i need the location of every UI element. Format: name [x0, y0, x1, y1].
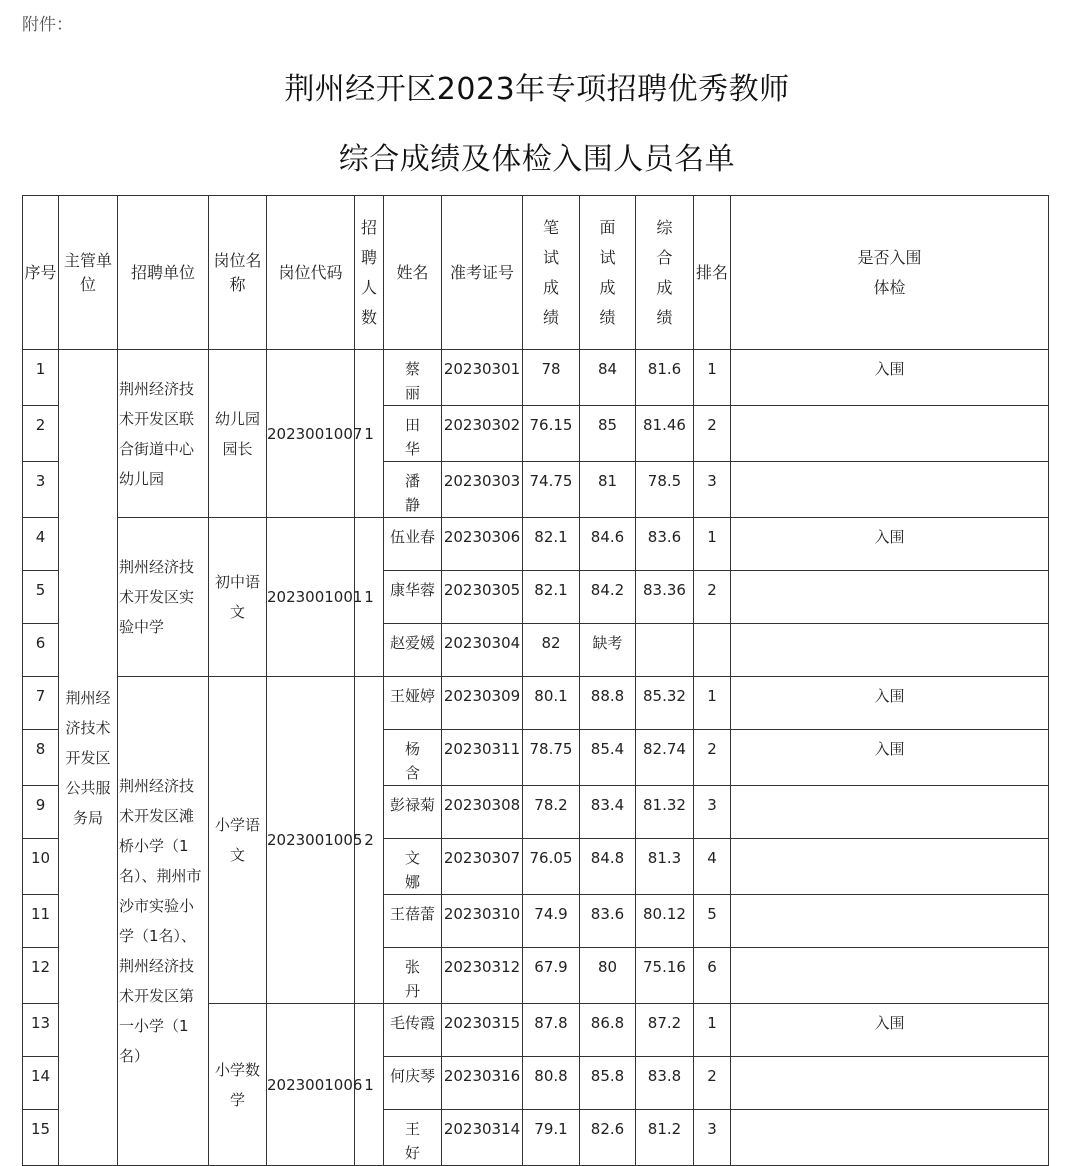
header-seq: 序号: [23, 196, 59, 350]
row-physical: 入围: [731, 677, 1049, 730]
unit-cell: 荆州经济技术开发区滩桥小学（1名）、荆州市沙市实验小学（1名）、荆州经济技术开发区第一小学（1名）: [118, 677, 209, 1166]
row-interview: 83.4: [580, 786, 636, 839]
row-total: 82.74: [636, 730, 694, 786]
table-row: [23, 677, 1049, 730]
row-seq: 9: [23, 786, 59, 839]
row-physical: [731, 786, 1049, 839]
row-physical: [731, 895, 1049, 948]
page-title: 荆州经开区2023年专项招聘优秀教师: [284, 72, 790, 107]
row-ticket: 20230308: [442, 786, 523, 839]
row-rank: [694, 624, 731, 677]
row-ticket: 20230302: [442, 406, 523, 462]
header-ticket: 准考证号: [442, 196, 523, 350]
row-total: 81.6: [636, 350, 694, 406]
row-written: 67.9: [523, 948, 580, 1004]
row-seq: 5: [23, 571, 59, 624]
row-total: 83.6: [636, 518, 694, 571]
row-ticket: 20230301: [442, 350, 523, 406]
row-name: 赵爱媛: [384, 624, 442, 677]
header-rank: 排名: [694, 196, 731, 350]
row-ticket: 20230312: [442, 948, 523, 1004]
dept-cell: 荆州经济技术开发区公共服务局: [59, 350, 118, 1166]
row-written: 82.1: [523, 518, 580, 571]
row-written: 78: [523, 350, 580, 406]
row-total: 81.3: [636, 839, 694, 895]
row-interview: 85.8: [580, 1057, 636, 1110]
row-total: 83.36: [636, 571, 694, 624]
row-total: 81.32: [636, 786, 694, 839]
row-name: 毛传霞: [384, 1004, 442, 1057]
code-cell: 2023001001: [267, 518, 355, 677]
row-ticket: 20230303: [442, 462, 523, 518]
row-seq: 7: [23, 677, 59, 730]
row-interview: 84.8: [580, 839, 636, 895]
row-ticket: 20230306: [442, 518, 523, 571]
table-row: [23, 518, 1049, 571]
row-rank: 1: [694, 677, 731, 730]
row-physical: [731, 406, 1049, 462]
code-cell: 2023001006: [267, 1004, 355, 1166]
row-written: 80.8: [523, 1057, 580, 1110]
row-total: 83.8: [636, 1057, 694, 1110]
row-name: 文 娜: [384, 839, 442, 895]
header-post: 岗位名称: [209, 196, 267, 350]
row-rank: 4: [694, 839, 731, 895]
row-interview: 85.4: [580, 730, 636, 786]
row-ticket: 20230311: [442, 730, 523, 786]
results-table: [22, 195, 1049, 1166]
post-cell: 初中语文: [209, 518, 267, 677]
header-name: 姓名: [384, 196, 442, 350]
row-physical: [731, 1057, 1049, 1110]
row-written: 78.75: [523, 730, 580, 786]
row-written: 76.05: [523, 839, 580, 895]
row-written: 78.2: [523, 786, 580, 839]
row-physical: 入围: [731, 518, 1049, 571]
row-total: 81.2: [636, 1110, 694, 1166]
attachment-label: 附件：: [22, 15, 73, 35]
row-name: 康华蓉: [384, 571, 442, 624]
row-rank: 5: [694, 895, 731, 948]
row-name: 王蓓蕾: [384, 895, 442, 948]
row-seq: 11: [23, 895, 59, 948]
code-cell: 2023001005: [267, 677, 355, 1004]
row-interview: 80: [580, 948, 636, 1004]
row-seq: 15: [23, 1110, 59, 1166]
row-physical: [731, 948, 1049, 1004]
row-interview: 86.8: [580, 1004, 636, 1057]
row-written: 87.8: [523, 1004, 580, 1057]
row-written: 76.15: [523, 406, 580, 462]
row-total: 87.2: [636, 1004, 694, 1057]
row-seq: 10: [23, 839, 59, 895]
row-seq: 3: [23, 462, 59, 518]
row-ticket: 20230316: [442, 1057, 523, 1110]
row-ticket: 20230307: [442, 839, 523, 895]
page-subtitle: 综合成绩及体检入围人员名单: [338, 142, 736, 177]
row-rank: 3: [694, 786, 731, 839]
post-cell: 幼儿园园长: [209, 350, 267, 518]
row-total: 85.32: [636, 677, 694, 730]
row-interview: 82.6: [580, 1110, 636, 1166]
row-interview: 85: [580, 406, 636, 462]
row-rank: 2: [694, 571, 731, 624]
post-cell: 小学语文: [209, 677, 267, 1004]
row-physical: [731, 624, 1049, 677]
row-ticket: 20230305: [442, 571, 523, 624]
row-interview: 83.6: [580, 895, 636, 948]
header-code: 岗位代码: [267, 196, 355, 350]
header-dept: 主管单位: [59, 196, 118, 350]
num-cell: 1: [355, 1004, 384, 1166]
row-name: 王娅婷: [384, 677, 442, 730]
row-physical: 入围: [731, 730, 1049, 786]
row-interview: 84.2: [580, 571, 636, 624]
row-name: 潘 静: [384, 462, 442, 518]
row-written: 74.75: [523, 462, 580, 518]
row-name: 彭禄菊: [384, 786, 442, 839]
table-row: [23, 350, 1049, 406]
row-interview: 88.8: [580, 677, 636, 730]
row-interview: 缺考: [580, 624, 636, 677]
row-interview: 81: [580, 462, 636, 518]
unit-cell: 荆州经济技术开发区实验中学: [118, 518, 209, 677]
row-seq: 8: [23, 730, 59, 786]
row-rank: 2: [694, 730, 731, 786]
row-name: 张 丹: [384, 948, 442, 1004]
row-physical: [731, 1110, 1049, 1166]
num-cell: 1: [355, 518, 384, 677]
row-seq: 14: [23, 1057, 59, 1110]
post-cell: 小学数学: [209, 1004, 267, 1166]
code-cell: 2023001007: [267, 350, 355, 518]
row-written: 82.1: [523, 571, 580, 624]
row-name: 杨 含: [384, 730, 442, 786]
row-total: 78.5: [636, 462, 694, 518]
row-interview: 84: [580, 350, 636, 406]
row-seq: 1: [23, 350, 59, 406]
row-rank: 1: [694, 350, 731, 406]
row-ticket: 20230304: [442, 624, 523, 677]
row-physical: 入围: [731, 350, 1049, 406]
row-seq: 2: [23, 406, 59, 462]
row-rank: 2: [694, 406, 731, 462]
row-written: 79.1: [523, 1110, 580, 1166]
row-seq: 13: [23, 1004, 59, 1057]
row-interview: 84.6: [580, 518, 636, 571]
row-rank: 3: [694, 462, 731, 518]
unit-cell: 荆州经济技术开发区联合街道中心幼儿园: [118, 350, 209, 518]
row-total: 81.46: [636, 406, 694, 462]
row-rank: 1: [694, 518, 731, 571]
row-ticket: 20230315: [442, 1004, 523, 1057]
header-num: 招聘人数: [355, 196, 384, 350]
row-seq: 6: [23, 624, 59, 677]
num-cell: 1: [355, 350, 384, 518]
header-written: 笔试成绩: [523, 196, 580, 350]
row-seq: 4: [23, 518, 59, 571]
row-written: 80.1: [523, 677, 580, 730]
row-name: 何庆琴: [384, 1057, 442, 1110]
header-row: [23, 196, 1049, 350]
row-name: 蔡 丽: [384, 350, 442, 406]
row-physical: [731, 839, 1049, 895]
row-rank: 6: [694, 948, 731, 1004]
header-physical: 是否入围体检: [731, 196, 1049, 350]
row-name: 王 好: [384, 1110, 442, 1166]
num-cell: 2: [355, 677, 384, 1004]
row-ticket: 20230309: [442, 677, 523, 730]
row-physical: 入围: [731, 1004, 1049, 1057]
row-written: 82: [523, 624, 580, 677]
row-total: 80.12: [636, 895, 694, 948]
header-unit: 招聘单位: [118, 196, 209, 350]
row-total: [636, 624, 694, 677]
row-ticket: 20230310: [442, 895, 523, 948]
row-rank: 3: [694, 1110, 731, 1166]
row-seq: 12: [23, 948, 59, 1004]
row-ticket: 20230314: [442, 1110, 523, 1166]
header-interview: 面试成绩: [580, 196, 636, 350]
row-rank: 2: [694, 1057, 731, 1110]
row-physical: [731, 462, 1049, 518]
row-name: 伍业春: [384, 518, 442, 571]
row-rank: 1: [694, 1004, 731, 1057]
row-total: 75.16: [636, 948, 694, 1004]
row-physical: [731, 571, 1049, 624]
header-total: 综合成绩: [636, 196, 694, 350]
row-name: 田 华: [384, 406, 442, 462]
row-written: 74.9: [523, 895, 580, 948]
